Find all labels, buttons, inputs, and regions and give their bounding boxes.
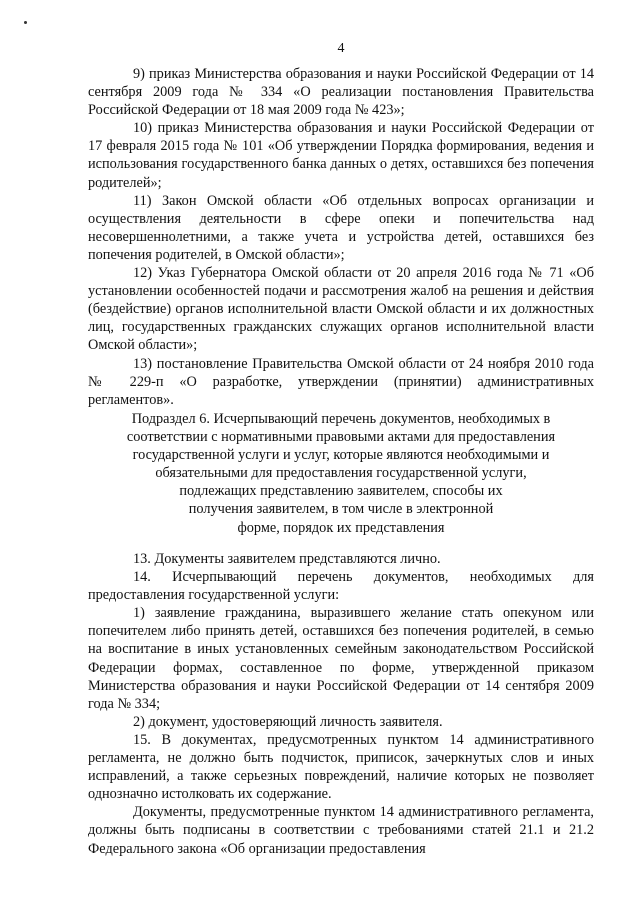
- heading-line: Подраздел 6. Исчерпывающий перечень документов, необходимых в: [131, 411, 551, 427]
- document-page: [88, 0, 594, 905]
- paragraph: 14. Исчерпывающий перечень документов, необходимых для предоставления государственной услуги:: [88, 569, 594, 604]
- paragraph: 13. Документы заявителем представляются лично.: [133, 551, 441, 567]
- heading-line: обязательными для предоставления государственной услуги,: [155, 465, 527, 482]
- heading-line: форме, порядок их представления: [237, 519, 445, 536]
- paragraph: 2) документ, удостоверяющий личность заявителя.: [133, 713, 443, 730]
- list-item: 10) приказ Министерства образования и науки Российской Федерации от 17 февраля 2015 года № 101 «Об утверждении Порядка формирования, ведения и использования государственного банка данных о детях, оставшихся без попечения родителей»;: [88, 120, 594, 191]
- list-item: 9) приказ Министерства образования и науки Российской Федерации от 14 сентября 2009 года № 334 «О реализации постановления Правительства Российской Федерации от 18 мая 2009 года № 423»;: [88, 66, 594, 119]
- subsection-heading: [102, 410, 580, 537]
- page-number: 4: [337, 41, 345, 56]
- legal-basis-list: [88, 65, 594, 409]
- heading-line: получения заявителем, в том числе в электронной: [188, 501, 494, 518]
- list-item: 11) Закон Омской области «Об отдельных вопросах организации и осуществления деятельности в сфере опеки и попечительства над несовершеннолетними, а также учета и устройства детей, оставшихся без попечения родителей, в Омской области»;: [88, 192, 594, 263]
- scan-speck: [24, 21, 27, 24]
- heading-line: государственной услуги и услуг, которые являются необходимыми и: [132, 447, 550, 464]
- paragraph: 1) заявление гражданина, выразившего желание стать опекуном или попечителем либо принять детей, оставшихся без попечения родителей, в семью на воспитание в иных установленных семейным законодательством Российской Федерации формах, составленное по форме, утвержденной приказом Министерства образования и науки Российской Федерации от 14 сентября 2009 года № 334;: [88, 605, 594, 712]
- list-item: 13) постановление Правительства Омской области от 24 ноября 2010 года № 229-п «О разработке, утверждении (принятии) административных регламентов».: [88, 355, 594, 408]
- heading-line: соответствии с нормативными правовыми актами для предоставления: [126, 429, 556, 446]
- heading-line: подлежащих представлению заявителем, способы их: [179, 483, 503, 500]
- paragraph: 15. В документах, предусмотренных пунктом 14 административного регламента, не должно быть подчисток, приписок, зачеркнутых слов и иных исправлений, а также серьезных повреждений, наличие которых не позволяет однозначно истолковать их содержание.: [88, 731, 594, 803]
- documents-section: [88, 550, 594, 858]
- paragraph: Документы, предусмотренные пунктом 14 административного регламента, должны быть подписаны в соответствии с требованиями статей 21.1 и 21.2 Федерального закона «Об организации предоставления: [88, 804, 594, 857]
- list-item: 12) Указ Губернатора Омской области от 20 апреля 2016 года № 71 «Об установлении особенностей подачи и рассмотрения жалоб на решения и действия (бездействие) органов исполнительной власти Омской области и их должностных лиц, государственных гражданских служащих органов исполнительной власти Омской области»;: [88, 265, 594, 354]
